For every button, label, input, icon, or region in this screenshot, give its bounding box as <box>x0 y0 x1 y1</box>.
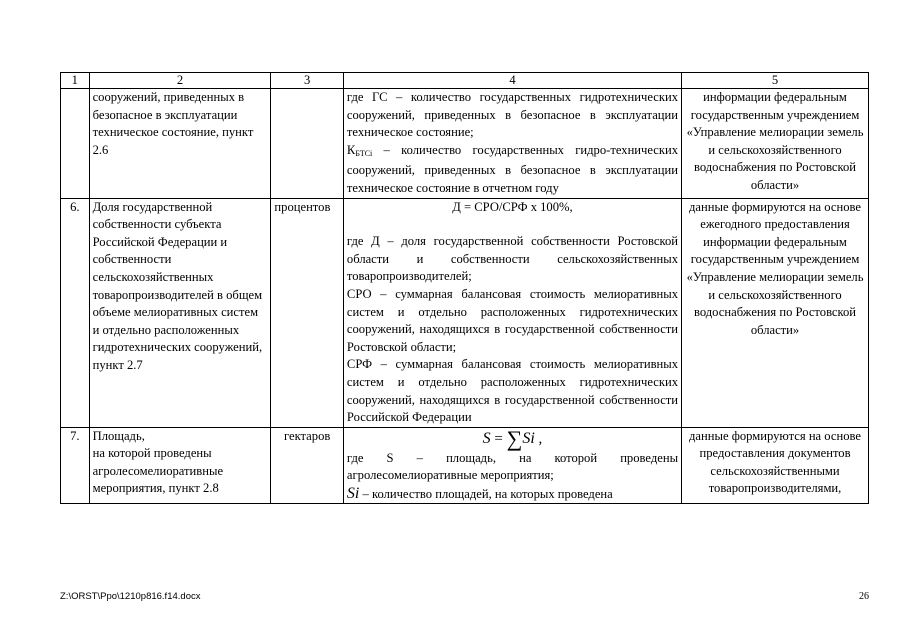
header-cell-2: 2 <box>89 73 271 89</box>
source-cell: данные формируются на основе предоставления документов сельскохозяйственными товаропроизводителями, <box>682 427 869 504</box>
table-row <box>61 427 869 504</box>
method-cell <box>343 427 681 504</box>
table-row <box>61 89 869 199</box>
header-cell-1: 1 <box>61 73 90 89</box>
indicator-name: Доля государственной собственности субъекта Российской Федерации и собственности сельскохозяйственных товаропроизводителей в общем объеме мелиоративных систем и отдельно расположенных гидротехнических сооружений, пункт 2.7 <box>89 198 271 427</box>
method-text: где Д – доля государственной собственности Ростовской области и собственности сельскохозяйственных товаропроизводителей; <box>346 234 679 284</box>
table-header-row <box>61 73 869 89</box>
source-cell: данные формируются на основе ежегодного предоставления информации федеральным государственным учреждением «Управление мелиорации земель и сельскохозяйственного водоснабжения по Ростовской области» <box>682 198 869 427</box>
indicator-name: сооружений, приведенных в безопасное в эксплуатации техническое состояние, пункт 2.6 <box>89 89 271 199</box>
source-cell: информации федеральным государственным учреждением «Управление мелиорации земель и сельскохозяйственного водоснабжения по Ростовской области» <box>682 89 869 199</box>
header-cell-4: 4 <box>343 73 681 89</box>
method-k-text: $К_{БТСi}$ – количество государственных гидро-технических сооружений, приведенных в безопасное в эксплуатации техническое состояние в отчетном году <box>346 142 679 195</box>
method-cell <box>343 89 681 199</box>
table-row <box>61 198 869 427</box>
method-text: где S – площадь, на которой проведены агролесомелиоративные мероприятия; <box>346 450 679 483</box>
unit-cell: гектаров <box>271 427 344 504</box>
row-number: 6. <box>61 198 90 427</box>
method-cell <box>343 198 681 427</box>
indicator-name: Площадь, на которой проведены агролесомелиоративные мероприятия, пункт 2.8 <box>89 427 271 504</box>
row-number <box>61 89 90 199</box>
indicators-table <box>60 72 869 504</box>
method-text: СРО – суммарная балансовая стоимость мелиоративных систем и отдельно расположенных гидротехнических сооружений, находящихся в государственной собственности Ростовской области; <box>346 286 679 354</box>
header-cell-5: 5 <box>682 73 869 89</box>
row-number: 7. <box>61 427 90 504</box>
method-si-text: Si – количество площадей, на которых проведена <box>346 484 613 502</box>
unit-cell: процентов <box>271 198 344 427</box>
file-path: Z:\ORST\Ppo\1210p816.f14.docx <box>60 591 201 602</box>
page-number: 26 <box>859 591 869 602</box>
unit-cell <box>271 89 344 199</box>
formula: Д = СРО/СРФ х 100%, <box>452 199 573 214</box>
method-text: где ГС – количество государственных гидротехнических сооружений, приведенных в безопасное в эксплуатации техническое состояние; <box>346 90 679 140</box>
header-cell-3: 3 <box>271 73 344 89</box>
method-text: СРФ – суммарная балансовая стоимость мелиоративных систем и отдельно расположенных гидротехнических сооружений, находящихся в государственной собственности Российской Федерации <box>346 357 679 425</box>
sum-formula: S = ∑Si , <box>482 425 543 451</box>
